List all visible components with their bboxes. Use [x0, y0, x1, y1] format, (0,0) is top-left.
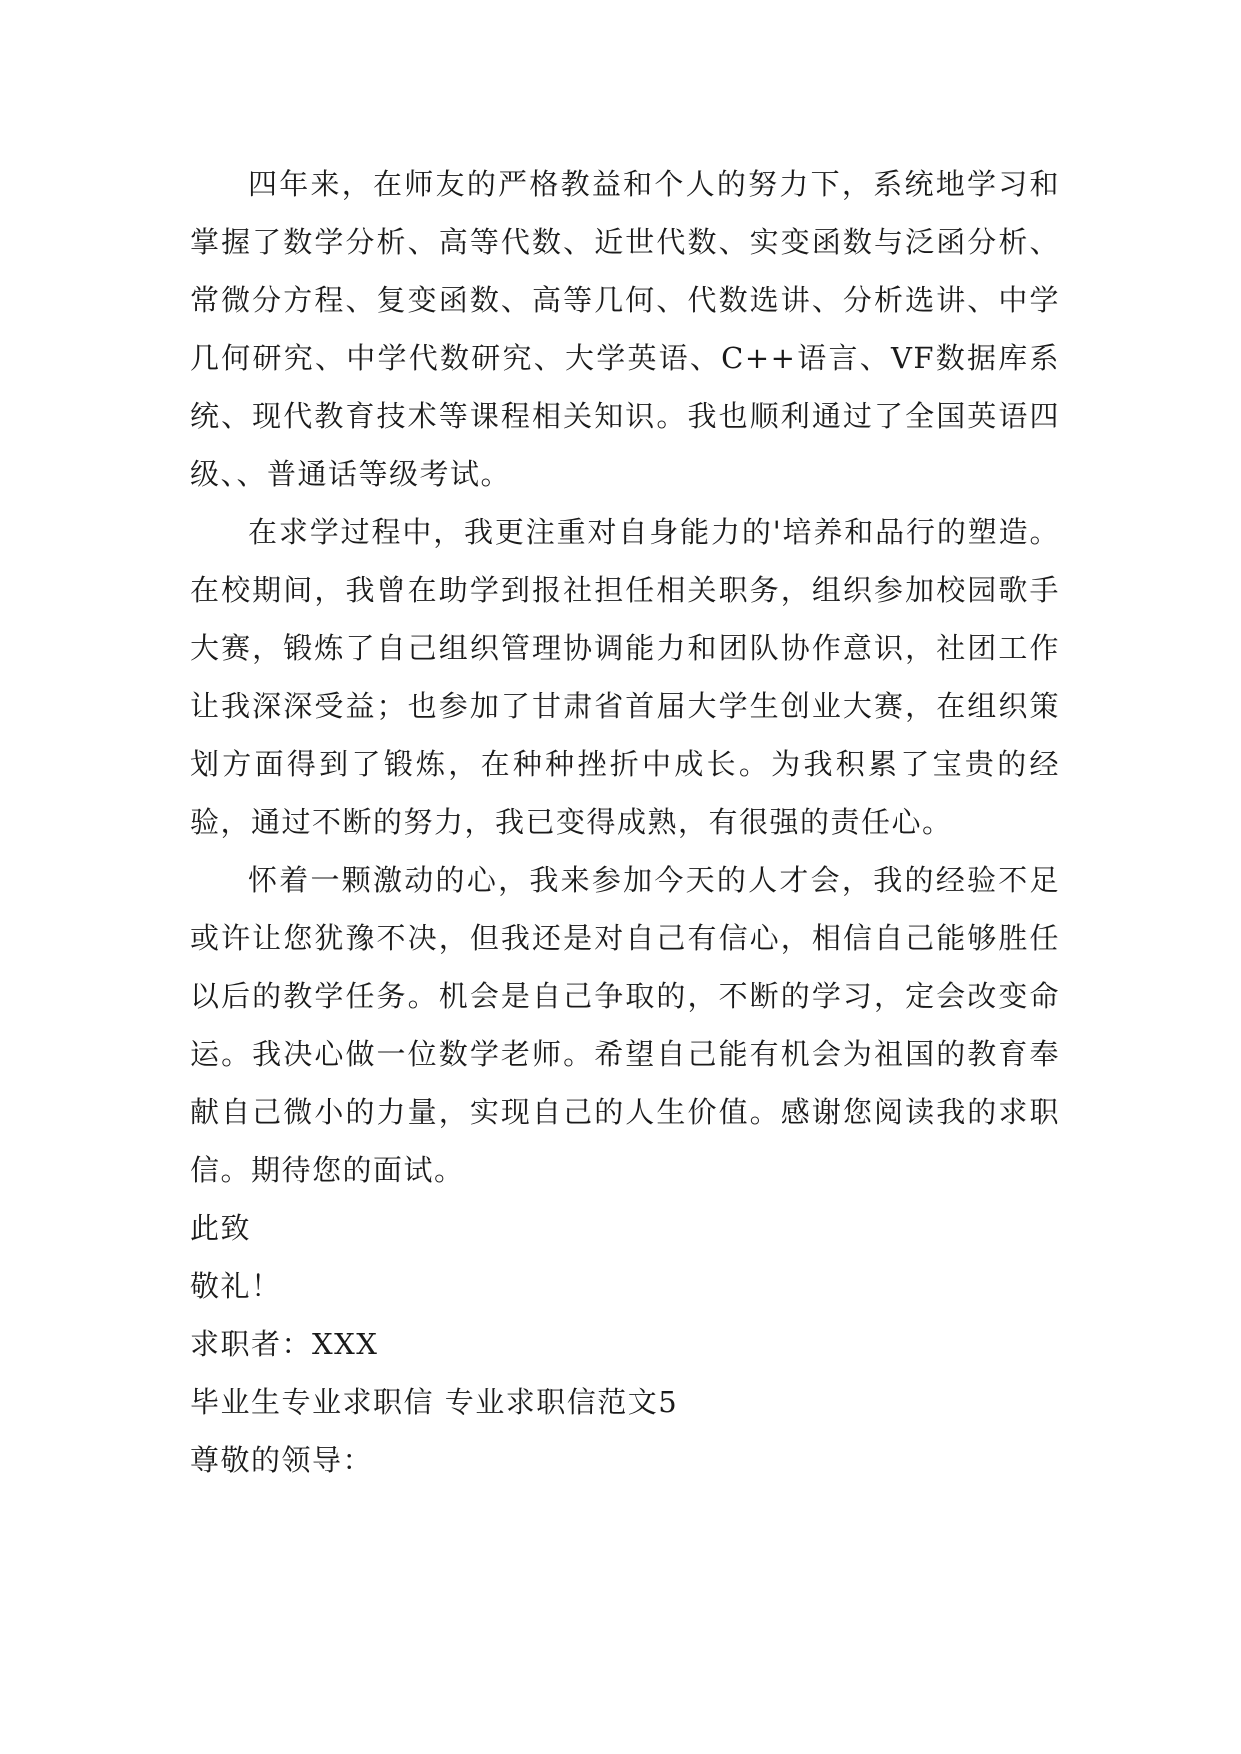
paragraph-motivation: 怀着一颗激动的心，我来参加今天的人才会，我的经验不足或许让您犹豫不决，但我还是对自己有信心，相信自己能够胜任以后的教学任务。机会是自己争取的，不断的学习，定会改变命运。我决心做一位数学老师。希望自己能有机会为祖国的教育奉献自己微小的力量，实现自己的人生价值。感谢您阅读我的求职信。期待您的面试。	[190, 863, 1060, 1187]
next-letter-greeting: 尊敬的领导：	[190, 1443, 374, 1477]
signature-line: 求职者：XXX	[190, 1327, 379, 1361]
paragraph-education: 四年来，在师友的严格教益和个人的努力下，系统地学习和掌握了数学分析、高等代数、近世代数、实变函数与泛函分析、常微分方程、复变函数、高等几何、代数选讲、分析选讲、中学几何研究、中学代数研究、大学英语、C++语言、VF数据库系统、现代教育技术等课程相关知识。我也顺利通过了全国英语四级、、普通话等级考试。	[190, 167, 1060, 491]
letter-body	[190, 155, 1060, 1489]
next-letter-title: 毕业生专业求职信 专业求职信范文5	[190, 1385, 679, 1419]
closing-line: 此致	[190, 1211, 252, 1245]
paragraph-activities: 在求学过程中，我更注重对自身能力的'培养和品行的塑造。在校期间，我曾在助学到报社担任相关职务，组织参加校园歌手大赛，锻炼了自己组织管理协调能力和团队协作意识，社团工作让我深深受益；也参加了甘肃省首届大学生创业大赛，在组织策划方面得到了锻炼，在种种挫折中成长。为我积累了宝贵的经验，通过不断的努力，我已变得成熟，有很强的责任心。	[190, 515, 1060, 839]
salutation-line: 敬礼！	[190, 1269, 282, 1303]
